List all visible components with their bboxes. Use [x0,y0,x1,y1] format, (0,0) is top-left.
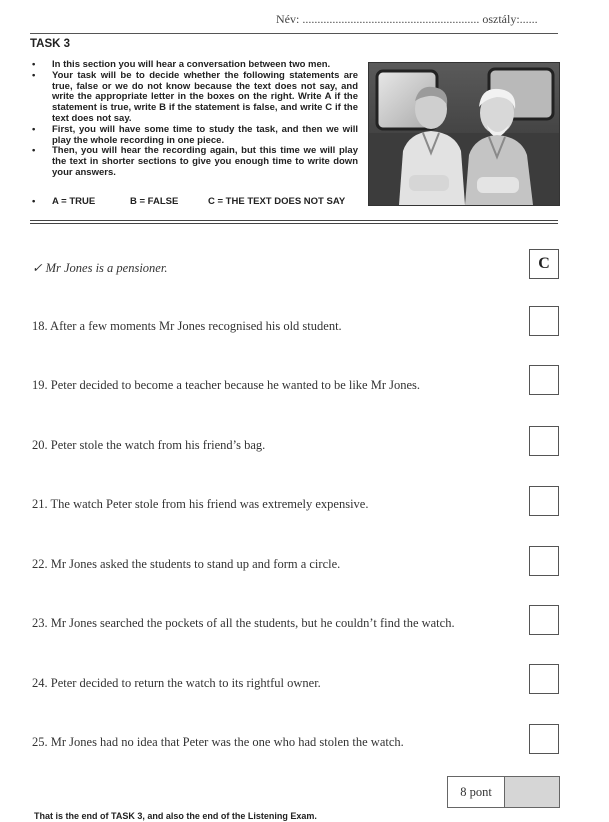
statement-25: 25. Mr Jones had no idea that Peter was the one who had stolen the watch. [32,735,404,749]
answer-box-24[interactable] [529,664,559,694]
answer-box-23[interactable] [529,605,559,635]
statement-20: 20. Peter stole the watch from his friend’s bag. [32,438,266,452]
instruction-item: • Your task will be to decide whether the following statements are true, false or we do not know because the text does not say, and write the appropriate letter in the boxes on the right. Write A if the statement is true, write B if the statement is false, and write C if the text does not say. [30,71,358,125]
answer-box-22[interactable] [529,546,559,576]
end-of-exam-note: That is the end of TASK 3, and also the end of the Listening Exam. [34,811,317,821]
instruction-item: • In this section you will hear a conversation between two men. [30,60,358,71]
legend-true: A = TRUE [52,196,96,207]
statement-19: 19. Peter decided to become a teacher because he wanted to be like Mr Jones. [32,378,421,392]
example-answer-box: C [529,249,559,279]
illustration-drawing [369,63,559,205]
answer-box-21[interactable] [529,486,559,516]
name-class-header: Név: ........................................................... osztály:...... [276,12,538,26]
score-label: 8 pont [448,777,505,807]
score-box [447,776,560,808]
statement-22: 22. Mr Jones asked the students to stand up and form a circle. [32,557,341,571]
statement-24: 24. Peter decided to return the watch to its rightful owner. [32,676,321,690]
legend-not-say: C = THE TEXT DOES NOT SAY [208,196,346,207]
illustration-two-men-on-train [368,62,560,206]
score-field[interactable] [505,777,559,807]
answer-box-25[interactable] [529,724,559,754]
statement-21: 21. The watch Peter stole from his friend was extremely expensive. [32,497,369,511]
statement-23: 23. Mr Jones searched the pockets of all the students, but he couldn’t find the watch. [32,616,455,630]
section-divider [30,220,558,224]
top-rule [30,33,558,34]
statement-18: 18. After a few moments Mr Jones recognised his old student. [32,319,342,333]
answer-box-20[interactable] [529,426,559,456]
example-statement: ✓ Mr Jones is a pensioner. [32,261,168,275]
bullet: • [32,196,36,207]
task-title: TASK 3 [30,38,71,50]
answer-box-18[interactable] [529,306,559,336]
instruction-item: • First, you will have some time to study the task, and then we will play the whole recording in one piece. [30,125,358,147]
instructions-list [30,60,358,179]
answer-box-19[interactable] [529,365,559,395]
legend-false: B = FALSE [130,196,179,207]
instruction-item: • Then, you will hear the recording again, but this time we will play the text in shorter sections to give you enough time to write down your answers. [30,146,358,178]
